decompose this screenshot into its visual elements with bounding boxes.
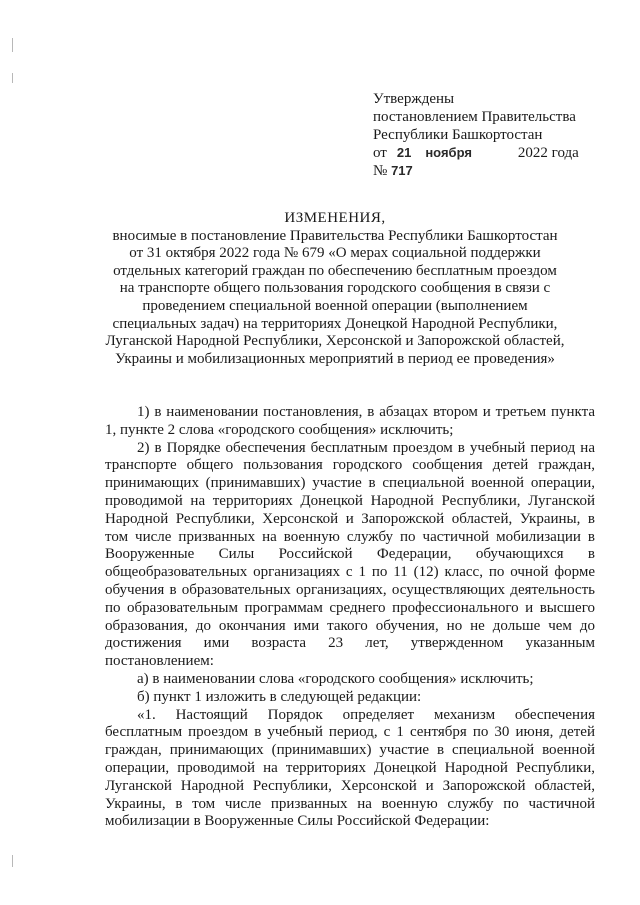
heading-line-2: от 31 октября 2022 года № 679 «О мерах социальной поддержки [129,245,541,262]
paragraph-subitem-a: а) в наименовании слова «городского сообщения» исключить; [137,670,534,687]
approval-number-prefix: № [373,163,388,179]
paragraph-item-1: 1) в наименовании постановления, в абзацах втором и третьем пункта 1, пункте 2 слова «городского сообщения» исключить; [105,404,595,438]
paragraph-subitem-b: б) пункт 1 изложить в следующей редакции: [137,688,422,705]
paragraph-item-2: 2) в Порядке обеспечения бесплатным проездом в учебный период на транспорте общего пользования городского сообщения детей граждан, принимающих (принимавших) участие в специальной военной операции, проводимой на территориях Донецкой Народной Республики, Луганской Народной Республики, Херсонской и Запорожской областей, Украины, в том числе призванных на военную службу по частичной мобилизации в Вооруженные Силы Российской Федерации, обучающихся в общеобразовательных организациях с 1 по 11 (12) класс, по очной форме обучения в образовательных организациях, осуществляющих деятельность по образовательным программам среднего профессионального и высшего образования, до окончания ими такого обучения, но не дольше чем до достижения ими возраста 23 лет, утвержденном указанным постановлением: [105,439,595,670]
approval-date-day: 21 [396,145,412,160]
approval-line-3: Республики Башкортостан [373,127,543,143]
paragraph-new-point-1: «1. Настоящий Порядок определяет механизм обеспечения бесплатным проездом в учебный период, с 1 сентября по 30 июня, детей граждан, принимающих (принимавших) участие в специальной военной операции, проводимой на территориях Донецкой Народной Республики, Луганской Народной Республики, Херсонской и Запорожской областей, Украины, в том числе призванных на военную службу по частичной мобилизации в Вооруженные Силы Российской Федерации: [105,706,595,830]
heading-line-1: вносимые в постановление Правительства Республики Башкортостан [112,227,558,244]
approval-line-1: Утверждены [373,91,455,107]
heading-line-7: Луганской Народной Республики, Херсонской и Запорожской областей, [105,333,565,350]
scan-artifact-middle [12,73,13,83]
scan-artifact-top [12,38,13,52]
approval-number-value: 717 [391,163,413,178]
heading-line-5: проведением специальной военной операции (выполнением [142,297,528,314]
approval-date-year: 2022 года [517,145,579,161]
heading-line-6: специальных задач) на территориях Донецкой Народной Республики, [112,315,558,332]
heading-line-8: Украины и мобилизационных мероприятий в период ее проведения» [115,350,555,367]
heading-line-3: отдельных категорий граждан по обеспечению бесплатным проездом [113,262,557,279]
approval-date-month: ноября [425,145,472,160]
approval-line-2: постановлением Правительства [373,109,576,125]
scan-artifact-bottom [12,855,13,867]
document-heading [95,210,575,368]
approval-date [373,144,623,162]
heading-line-4: на транспорте общего пользования городского сообщения в связи с [119,280,551,297]
approval-block [373,90,623,180]
approval-number [373,162,623,180]
document-body [105,404,595,831]
approval-date-prefix: от [373,145,387,161]
heading-title: ИЗМЕНЕНИЯ, [284,210,386,226]
